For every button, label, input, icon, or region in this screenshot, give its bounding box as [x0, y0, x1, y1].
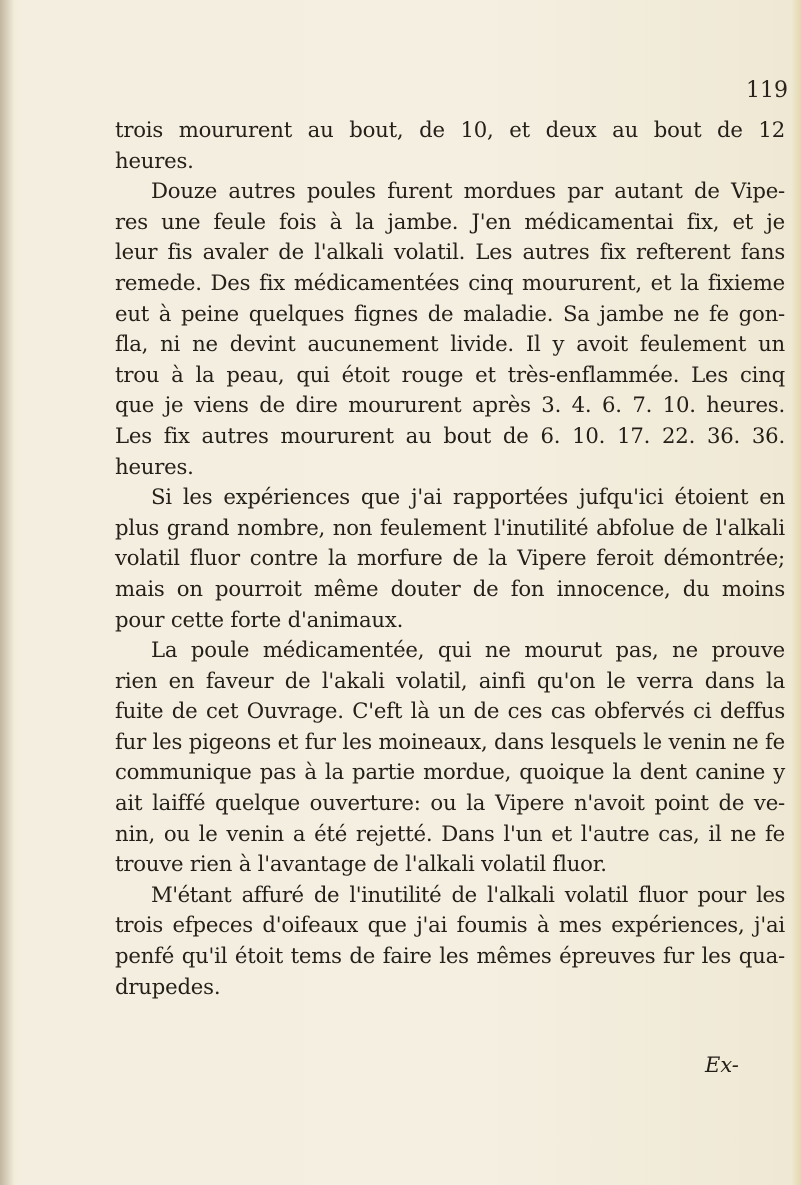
page-number: 119	[746, 78, 788, 103]
text-line: fuite de cet Ouvrage. C'eft là un de ces cas obfervés ci deffus	[115, 698, 785, 724]
text-line: Douze autres poules furent mordues par autant de Vipe-	[151, 178, 785, 204]
binding-shadow	[0, 0, 14, 1185]
text-line: que je viens de dire moururent après 3. 4. 6. 7. 10. heures.	[115, 392, 785, 418]
text-line: eut à peine quelques fignes de maladie. Sa jambe ne fe gon-	[115, 300, 785, 326]
page-edge	[791, 0, 801, 1185]
text-line: leur fis avaler de l'alkali volatil. Les autres fix refterent fans	[115, 239, 785, 265]
text-line: trouve rien à l'avantage de l'alkali volatil fluor.	[115, 851, 607, 877]
text-line: trois efpeces d'oifeaux que j'ai foumis à mes expériences, j'ai	[115, 912, 785, 938]
text-line: Les fix autres moururent au bout de 6. 10. 17. 22. 36. 36.	[115, 422, 785, 448]
text-line: M'étant affuré de l'inutilité de l'alkali volatil fluor pour les	[151, 881, 785, 907]
text-line: rien en faveur de l'akali volatil, ainfi qu'on le verra dans la	[115, 667, 785, 693]
text-line: res une feule fois à la jambe. J'en médicamentai fix, et je	[115, 208, 785, 234]
catchword: Ex-	[705, 1053, 739, 1077]
text-line: fla, ni ne devint aucunement livide. Il y avoit feulement un	[115, 331, 785, 357]
text-line: remede. Des fix médicamentées cinq moururent, et la fixieme	[115, 269, 785, 295]
text-line: ait laiffé quelque ouverture: ou la Vipere n'avoit point de ve-	[115, 790, 785, 816]
text-line: fur les pigeons et fur les moineaux, dans lesquels le venin ne fe	[115, 728, 785, 754]
text-line: trou à la peau, qui étoit rouge et très-enflammée. Les cinq	[115, 361, 785, 387]
text-line: nin, ou le venin a été rejetté. Dans l'un et l'autre cas, il ne fe	[115, 820, 785, 846]
text-line: trois moururent au bout, de 10, et deux au bout de 12	[115, 117, 785, 142]
text-line: pour cette forte d'animaux.	[115, 606, 404, 632]
text-line: drupedes.	[115, 973, 221, 999]
body-text	[115, 115, 785, 1002]
text-line: heures.	[115, 147, 194, 173]
text-line: La poule médicamentée, qui ne mourut pas, ne prouve	[151, 637, 785, 663]
text-line: volatil fluor contre la morfure de la Vipere feroit démontrée;	[115, 545, 785, 571]
text-line: communique pas à la partie mordue, quoique la dent canine y	[115, 759, 785, 785]
text-line: Si les expériences que j'ai rapportées jufqu'ici étoient en	[151, 484, 785, 510]
text-line: penfé qu'il étoit tems de faire les mêmes épreuves fur les qua-	[115, 943, 785, 969]
text-line: plus grand nombre, non feulement l'inutilité abfolue de l'alkali	[115, 514, 785, 540]
text-line: mais on pourroit même douter de fon innocence, du moins	[115, 575, 785, 601]
text-line: heures.	[115, 453, 194, 479]
